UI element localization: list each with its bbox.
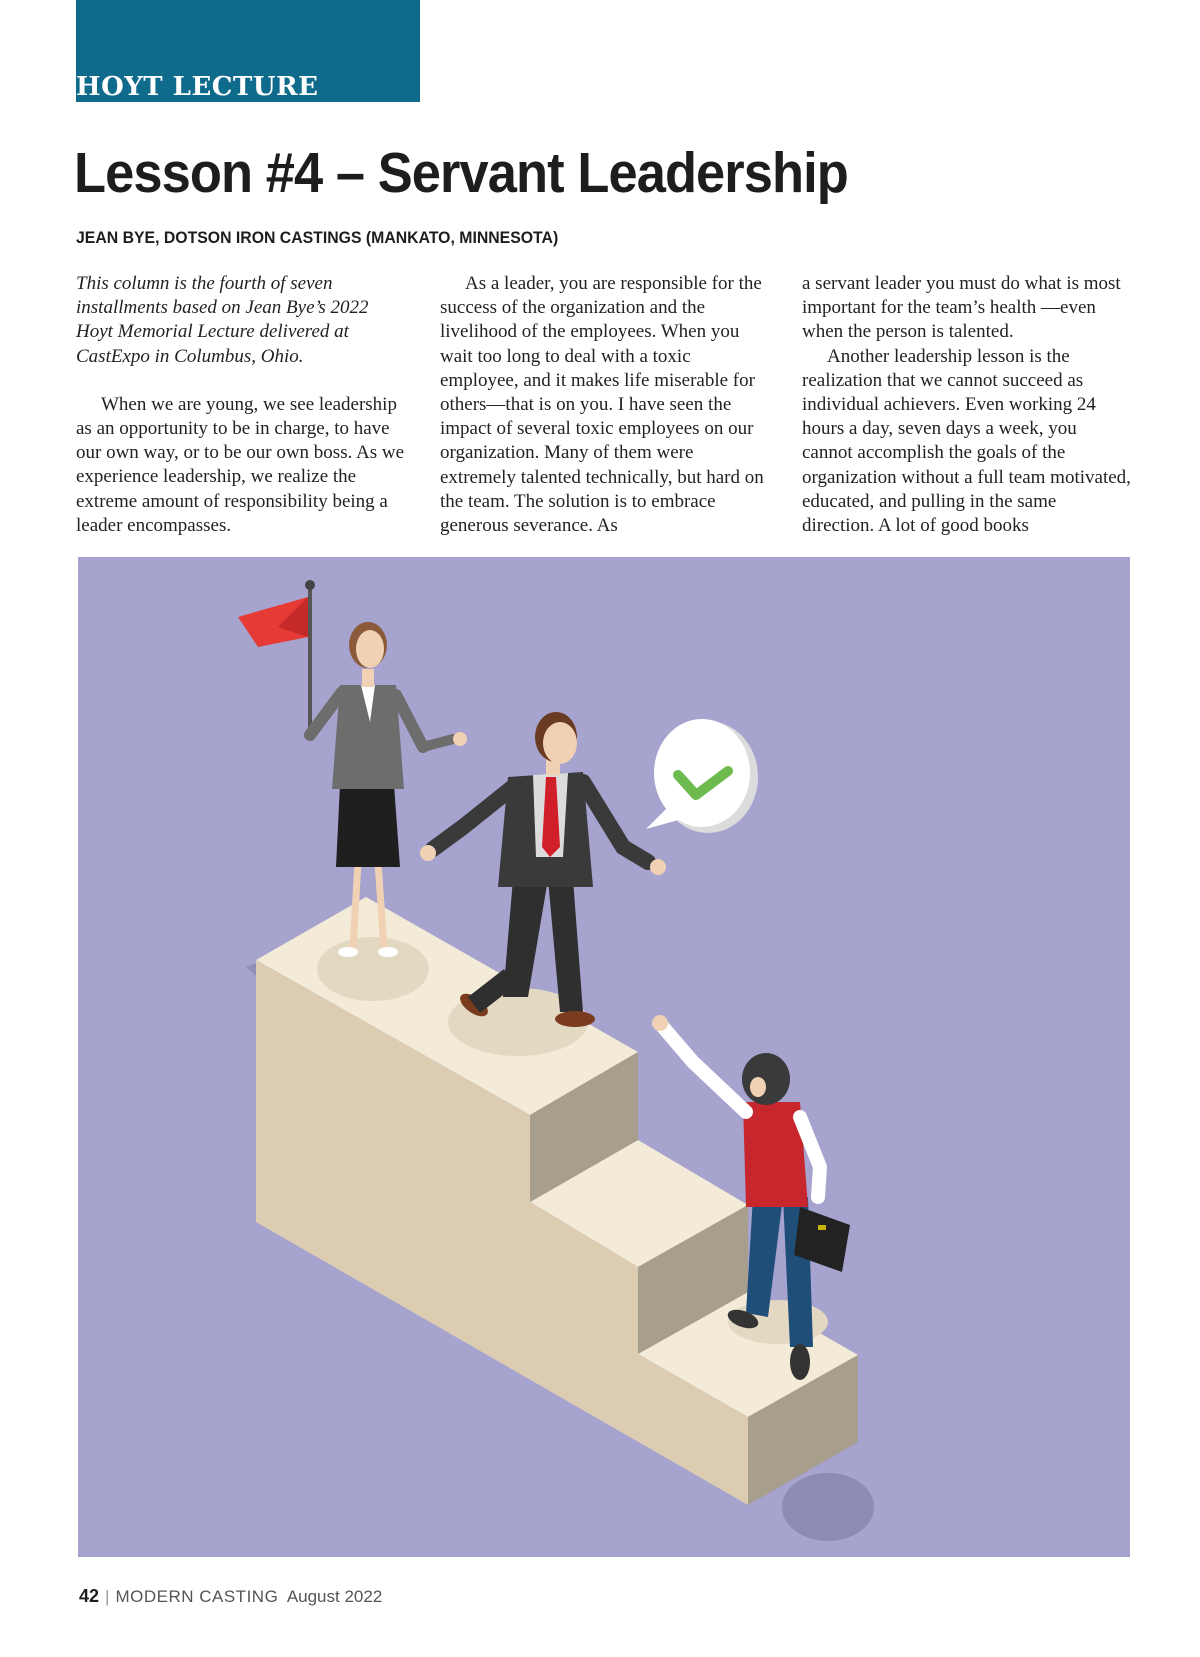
paragraph: As a leader, you are responsible for the success of the organization and the livelihood of the employees. When you wait too long to deal with a toxic employee, and it makes life miserable for others—that is on you. I have seen the impact of several toxic employees on our organization. Many of them were extremely talented technically, but hard on the team. The solution is to embrace generous severance. As bbox=[440, 273, 764, 537]
woman-leader-figure bbox=[238, 580, 467, 957]
text-column-2 bbox=[440, 272, 770, 538]
checkmark-speech-bubble-icon bbox=[646, 719, 758, 833]
footer-separator: | bbox=[105, 1587, 110, 1606]
article-byline: JEAN BYE, DOTSON IRON CASTINGS (MANKATO, MINNESOTA) bbox=[76, 228, 559, 247]
text-column-3 bbox=[802, 272, 1132, 538]
illustration-svg bbox=[78, 557, 1130, 1557]
paragraph: Another leadership lesson is the realization that we cannot succeed as individual achievers. Even working 24 hours a day, seven days a week, you cannot accomplish the goals of the organization without a full team motivated, educated, and pulling in the same direction. A lot of good books bbox=[802, 345, 1131, 537]
magazine-name: MODERN CASTING bbox=[115, 1587, 279, 1606]
intro-note: This column is the fourth of seven installments based on Jean Bye’s 2022 Hoyt Memorial Lecture delivered at CastExpo in Columbus, Ohio. bbox=[76, 273, 369, 367]
section-label: HOYT LECTURE bbox=[76, 72, 319, 102]
leadership-illustration bbox=[78, 557, 1130, 1557]
figure-shadow bbox=[317, 937, 429, 1001]
text-column-1 bbox=[76, 272, 406, 538]
page-number: 42 bbox=[79, 1586, 100, 1606]
page-footer bbox=[79, 1586, 382, 1607]
issue-date: August 2022 bbox=[286, 1587, 383, 1606]
paragraph: When we are young, we see leadership as an opportunity to be in charge, to have our own way, or to be our own boss. As we experience leadership, we realize the extreme amount of responsibility being a leader encompasses. bbox=[76, 393, 405, 536]
stairs-shadow bbox=[782, 1473, 874, 1541]
paragraph: a servant leader you must do what is most important for the team’s health —even when the person is talented. bbox=[802, 273, 1121, 343]
article-title: Lesson #4 – Servant Leadership bbox=[74, 141, 848, 205]
